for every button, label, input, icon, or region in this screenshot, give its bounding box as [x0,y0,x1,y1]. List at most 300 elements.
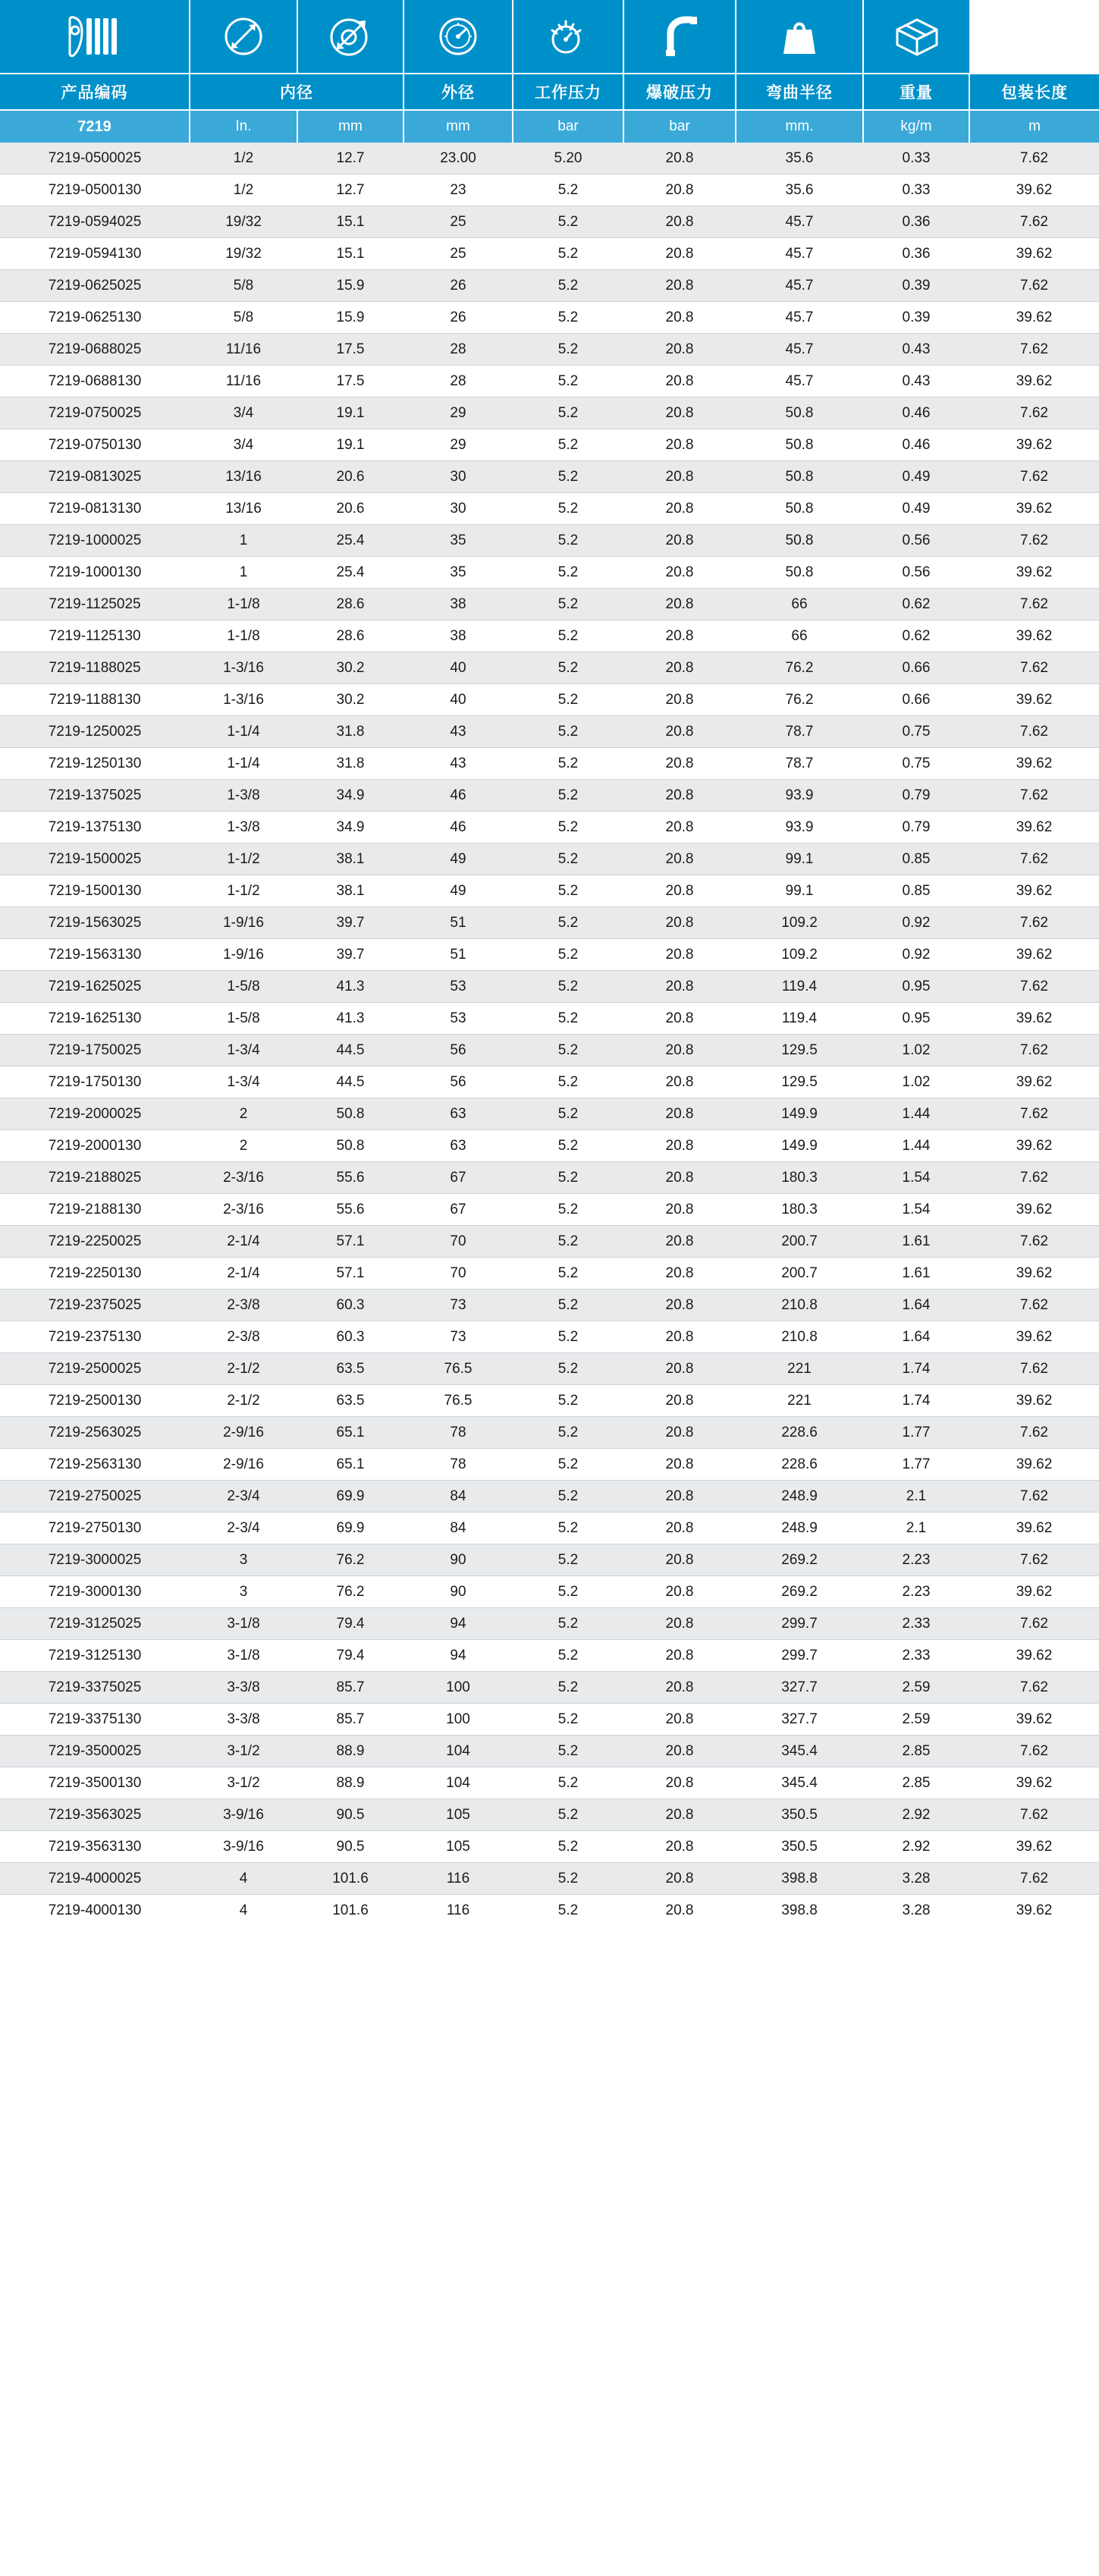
cell-value: 90 [403,1544,513,1576]
unit-inner-diameter-mm: mm [297,110,403,143]
cell-value: 20.8 [623,1799,736,1831]
cell-value: 3-1/8 [190,1640,297,1672]
cell-value: 60.3 [297,1321,403,1353]
unit-burst-pressure-bar: bar [623,110,736,143]
cell-value: 2 [190,1098,297,1130]
cell-value: 1-5/8 [190,971,297,1003]
cell-value: 1-3/8 [190,812,297,843]
cell-value: 60.3 [297,1290,403,1321]
cell-value: 1.77 [863,1449,969,1481]
cell-value: 0.33 [863,143,969,174]
table-row [0,1672,1099,1704]
table-row [0,652,1099,684]
cell-product-code: 7219-2500130 [0,1385,190,1417]
bend-radius-icon [623,0,736,74]
cell-product-code: 7219-3125025 [0,1608,190,1640]
table-row [0,1449,1099,1481]
table-row [0,1067,1099,1098]
cell-value: 39.62 [969,493,1099,525]
table-row [0,1736,1099,1767]
cell-value: 180.3 [736,1162,863,1194]
cell-value: 221 [736,1385,863,1417]
cell-value: 1-9/16 [190,939,297,971]
table-row [0,143,1099,174]
cell-value: 104 [403,1736,513,1767]
cell-value: 39.62 [969,1704,1099,1736]
cell-value: 0.56 [863,525,969,557]
cell-value: 1-5/8 [190,1003,297,1035]
cell-product-code: 7219-1563130 [0,939,190,971]
cell-value: 35.6 [736,174,863,206]
cell-product-code: 7219-1250025 [0,716,190,748]
cell-value: 20.8 [623,206,736,238]
cell-value: 17.5 [297,334,403,366]
cell-value: 46 [403,780,513,812]
cell-value: 67 [403,1162,513,1194]
cell-value: 25.4 [297,557,403,589]
cell-value: 50.8 [736,397,863,429]
cell-product-code: 7219-1188025 [0,652,190,684]
cell-value: 5.2 [513,1194,623,1226]
cell-value: 26 [403,270,513,302]
table-row [0,1003,1099,1035]
cell-value: 39.62 [969,939,1099,971]
icon-header-row [0,0,1099,74]
cell-value: 20.8 [623,907,736,939]
cell-value: 2-3/16 [190,1162,297,1194]
cell-product-code: 7219-3000130 [0,1576,190,1608]
unit-inner-diameter-in: In. [190,110,297,143]
cell-value: 5.2 [513,1672,623,1704]
cell-product-code: 7219-1625130 [0,1003,190,1035]
cell-value: 109.2 [736,907,863,939]
cell-value: 210.8 [736,1290,863,1321]
cell-value: 5.2 [513,334,623,366]
cell-value: 0.85 [863,843,969,875]
cell-value: 65.1 [297,1449,403,1481]
cell-value: 30 [403,493,513,525]
cell-value: 2-3/8 [190,1321,297,1353]
cell-product-code: 7219-3500130 [0,1767,190,1799]
cell-value: 43 [403,716,513,748]
cell-value: 101.6 [297,1863,403,1895]
cell-product-code: 7219-2375130 [0,1321,190,1353]
cell-value: 200.7 [736,1226,863,1258]
cell-value: 2-1/2 [190,1353,297,1385]
table-row [0,1035,1099,1067]
cell-value: 30.2 [297,652,403,684]
cell-value: 2.59 [863,1672,969,1704]
cell-value: 79.4 [297,1640,403,1672]
cell-value: 13/16 [190,461,297,493]
cell-value: 109.2 [736,939,863,971]
cell-product-code: 7219-0750025 [0,397,190,429]
cell-value: 101.6 [297,1895,403,1927]
cell-value: 7.62 [969,1162,1099,1194]
cell-value: 0.79 [863,812,969,843]
cell-value: 3 [190,1576,297,1608]
cell-value: 7.62 [969,1098,1099,1130]
cell-value: 7.62 [969,1226,1099,1258]
cell-value: 29 [403,429,513,461]
cell-product-code: 7219-0688025 [0,334,190,366]
unit-bend-radius-mm: mm. [736,110,863,143]
cell-value: 17.5 [297,366,403,397]
cell-value: 5.2 [513,397,623,429]
cell-value: 1/2 [190,174,297,206]
cell-value: 76.5 [403,1353,513,1385]
cell-value: 43 [403,748,513,780]
cell-value: 0.95 [863,971,969,1003]
cell-value: 0.85 [863,875,969,907]
cell-product-code: 7219-4000130 [0,1895,190,1927]
cell-value: 2.85 [863,1736,969,1767]
table-row [0,270,1099,302]
cell-product-code: 7219-3563130 [0,1831,190,1863]
cell-value: 53 [403,971,513,1003]
table-row [0,1513,1099,1544]
cell-value: 20.8 [623,1385,736,1417]
cell-value: 5.2 [513,812,623,843]
cell-value: 3-9/16 [190,1831,297,1863]
cell-product-code: 7219-1500130 [0,875,190,907]
cell-value: 5.2 [513,270,623,302]
cell-value: 5.2 [513,1067,623,1098]
cell-value: 5.2 [513,971,623,1003]
cell-value: 20.8 [623,1672,736,1704]
cell-value: 93.9 [736,780,863,812]
cell-value: 56 [403,1035,513,1067]
cell-product-code: 7219-2250130 [0,1258,190,1290]
cell-value: 3-1/8 [190,1608,297,1640]
cell-value: 3.28 [863,1895,969,1927]
cell-value: 105 [403,1799,513,1831]
table-row [0,1799,1099,1831]
cell-value: 39.62 [969,1576,1099,1608]
cell-value: 20.8 [623,1831,736,1863]
cell-value: 20.8 [623,461,736,493]
hose-construction-icon [0,0,190,74]
cell-value: 38.1 [297,843,403,875]
cell-product-code: 7219-0594025 [0,206,190,238]
col-title-package-length: 包装长度 [969,74,1099,110]
cell-product-code: 7219-1750025 [0,1035,190,1067]
cell-product-code: 7219-2000130 [0,1130,190,1162]
cell-value: 5.2 [513,1226,623,1258]
table-row [0,1226,1099,1258]
cell-value: 44.5 [297,1067,403,1098]
cell-product-code: 7219-1375130 [0,812,190,843]
cell-value: 269.2 [736,1576,863,1608]
cell-value: 76.5 [403,1385,513,1417]
cell-value: 0.39 [863,302,969,334]
cell-value: 7.62 [969,780,1099,812]
cell-value: 7.62 [969,461,1099,493]
cell-value: 20.8 [623,812,736,843]
cell-product-code: 7219-1250130 [0,748,190,780]
cell-value: 3.28 [863,1863,969,1895]
cell-value: 1.02 [863,1035,969,1067]
cell-value: 20.8 [623,1863,736,1895]
cell-value: 45.7 [736,366,863,397]
cell-value: 20.8 [623,1704,736,1736]
column-title-row [0,74,1099,110]
cell-value: 63 [403,1130,513,1162]
cell-product-code: 7219-3000025 [0,1544,190,1576]
cell-value: 39.62 [969,366,1099,397]
cell-value: 7.62 [969,589,1099,620]
cell-value: 30 [403,461,513,493]
cell-value: 5.2 [513,1513,623,1544]
cell-value: 19.1 [297,397,403,429]
cell-value: 28.6 [297,620,403,652]
cell-value: 5.2 [513,238,623,270]
cell-value: 67 [403,1194,513,1226]
cell-value: 7.62 [969,206,1099,238]
cell-value: 94 [403,1608,513,1640]
table-row [0,1544,1099,1576]
cell-value: 63.5 [297,1385,403,1417]
cell-value: 3-3/8 [190,1672,297,1704]
cell-value: 45.7 [736,302,863,334]
cell-value: 0.75 [863,748,969,780]
cell-value: 1.44 [863,1098,969,1130]
table-row [0,1831,1099,1863]
cell-product-code: 7219-1375025 [0,780,190,812]
cell-value: 11/16 [190,366,297,397]
cell-value: 5.2 [513,1290,623,1321]
table-row [0,461,1099,493]
cell-value: 0.79 [863,780,969,812]
table-row [0,1162,1099,1194]
cell-value: 63 [403,1098,513,1130]
table-row [0,206,1099,238]
cell-value: 20.8 [623,1608,736,1640]
col-title-bend-radius: 弯曲半径 [736,74,863,110]
cell-value: 1-3/4 [190,1067,297,1098]
cell-product-code: 7219-3375025 [0,1672,190,1704]
cell-value: 3-3/8 [190,1704,297,1736]
cell-value: 228.6 [736,1417,863,1449]
cell-value: 85.7 [297,1672,403,1704]
cell-value: 345.4 [736,1736,863,1767]
table-row [0,1576,1099,1608]
table-row [0,397,1099,429]
cell-value: 11/16 [190,334,297,366]
cell-value: 2.23 [863,1544,969,1576]
cell-value: 20.8 [623,589,736,620]
cell-value: 69.9 [297,1513,403,1544]
cell-value: 5.2 [513,939,623,971]
cell-value: 119.4 [736,971,863,1003]
cell-value: 65.1 [297,1417,403,1449]
cell-value: 0.62 [863,620,969,652]
cell-value: 20.8 [623,1544,736,1576]
cell-product-code: 7219-1125130 [0,620,190,652]
cell-value: 20.8 [623,429,736,461]
cell-value: 350.5 [736,1831,863,1863]
cell-value: 50.8 [736,557,863,589]
cell-value: 20.8 [623,270,736,302]
cell-value: 7.62 [969,716,1099,748]
cell-value: 20.8 [623,302,736,334]
cell-value: 7.62 [969,1481,1099,1513]
cell-value: 39.62 [969,1449,1099,1481]
cell-value: 5.2 [513,1704,623,1736]
cell-value: 1-9/16 [190,907,297,939]
cell-value: 78.7 [736,716,863,748]
cell-value: 39.62 [969,1895,1099,1927]
cell-value: 0.46 [863,429,969,461]
cell-value: 5.2 [513,206,623,238]
working-pressure-icon [403,0,513,74]
cell-value: 20.8 [623,1481,736,1513]
cell-value: 38 [403,620,513,652]
cell-value: 40 [403,684,513,716]
cell-value: 7.62 [969,270,1099,302]
cell-value: 3-9/16 [190,1799,297,1831]
cell-value: 5.2 [513,1162,623,1194]
cell-value: 20.8 [623,1290,736,1321]
cell-value: 15.1 [297,238,403,270]
cell-product-code: 7219-0500130 [0,174,190,206]
cell-value: 1-3/4 [190,1035,297,1067]
cell-value: 1-1/2 [190,843,297,875]
cell-value: 1.77 [863,1417,969,1449]
cell-value: 39.7 [297,939,403,971]
cell-value: 5.2 [513,1321,623,1353]
cell-value: 20.8 [623,843,736,875]
cell-product-code: 7219-2500025 [0,1353,190,1385]
cell-value: 25.4 [297,525,403,557]
cell-value: 20.8 [623,748,736,780]
cell-value: 35 [403,557,513,589]
cell-value: 15.1 [297,206,403,238]
cell-value: 39.62 [969,1130,1099,1162]
cell-value: 5.2 [513,652,623,684]
cell-value: 0.36 [863,238,969,270]
table-row [0,620,1099,652]
cell-value: 7.62 [969,652,1099,684]
cell-value: 69.9 [297,1481,403,1513]
cell-value: 73 [403,1290,513,1321]
cell-product-code: 7219-2000025 [0,1098,190,1130]
cell-value: 1-3/8 [190,780,297,812]
cell-value: 20.8 [623,238,736,270]
cell-value: 1-1/4 [190,748,297,780]
cell-product-code: 7219-2188130 [0,1194,190,1226]
table-row [0,1290,1099,1321]
cell-value: 1.61 [863,1226,969,1258]
cell-value: 2-1/2 [190,1385,297,1417]
cell-product-code: 7219-0813130 [0,493,190,525]
cell-value: 50.8 [736,525,863,557]
cell-value: 39.62 [969,1385,1099,1417]
cell-value: 3-1/2 [190,1767,297,1799]
cell-value: 7.62 [969,1290,1099,1321]
cell-value: 55.6 [297,1162,403,1194]
table-row [0,907,1099,939]
cell-value: 20.8 [623,1895,736,1927]
cell-value: 1-1/2 [190,875,297,907]
cell-value: 1 [190,525,297,557]
table-row [0,843,1099,875]
unit-package-length-m: m [969,110,1099,143]
col-title-inner-diameter: 内径 [190,74,403,110]
unit-outer-diameter-mm: mm [403,110,513,143]
cell-value: 88.9 [297,1767,403,1799]
cell-product-code: 7219-0625025 [0,270,190,302]
cell-value: 19.1 [297,429,403,461]
table-row [0,1704,1099,1736]
cell-value: 99.1 [736,875,863,907]
cell-value: 7.62 [969,1608,1099,1640]
cell-value: 5.2 [513,843,623,875]
cell-value: 19/32 [190,238,297,270]
cell-value: 5.2 [513,1353,623,1385]
cell-value: 5.2 [513,525,623,557]
table-row [0,875,1099,907]
cell-value: 116 [403,1863,513,1895]
cell-value: 29 [403,397,513,429]
cell-value: 94 [403,1640,513,1672]
cell-value: 2.85 [863,1767,969,1799]
cell-value: 0.56 [863,557,969,589]
cell-value: 39.62 [969,1258,1099,1290]
cell-value: 0.75 [863,716,969,748]
cell-value: 1 [190,557,297,589]
cell-value: 20.8 [623,1449,736,1481]
cell-value: 7.62 [969,1799,1099,1831]
cell-value: 1-1/4 [190,716,297,748]
cell-value: 38 [403,589,513,620]
cell-value: 20.8 [623,1067,736,1098]
cell-value: 93.9 [736,812,863,843]
cell-value: 39.62 [969,1321,1099,1353]
weight-icon [736,0,863,74]
cell-value: 20.8 [623,1513,736,1544]
cell-value: 5.2 [513,1130,623,1162]
cell-value: 13/16 [190,493,297,525]
cell-product-code: 7219-1125025 [0,589,190,620]
cell-value: 0.66 [863,684,969,716]
cell-value: 398.8 [736,1895,863,1927]
table-row [0,1098,1099,1130]
cell-value: 20.8 [623,1162,736,1194]
table-row [0,366,1099,397]
cell-value: 3/4 [190,397,297,429]
cell-value: 20.8 [623,939,736,971]
cell-value: 269.2 [736,1544,863,1576]
cell-value: 50.8 [736,461,863,493]
cell-value: 84 [403,1513,513,1544]
cell-value: 20.8 [623,875,736,907]
cell-value: 5.2 [513,1258,623,1290]
cell-product-code: 7219-0813025 [0,461,190,493]
cell-value: 44.5 [297,1035,403,1067]
cell-value: 20.8 [623,971,736,1003]
cell-value: 76.2 [736,684,863,716]
cell-value: 39.62 [969,1640,1099,1672]
cell-value: 5.2 [513,1035,623,1067]
cell-value: 0.62 [863,589,969,620]
cell-value: 20.8 [623,174,736,206]
column-unit-row [0,110,1099,143]
cell-value: 78.7 [736,748,863,780]
cell-value: 20.6 [297,461,403,493]
cell-value: 5.2 [513,1417,623,1449]
cell-value: 41.3 [297,1003,403,1035]
